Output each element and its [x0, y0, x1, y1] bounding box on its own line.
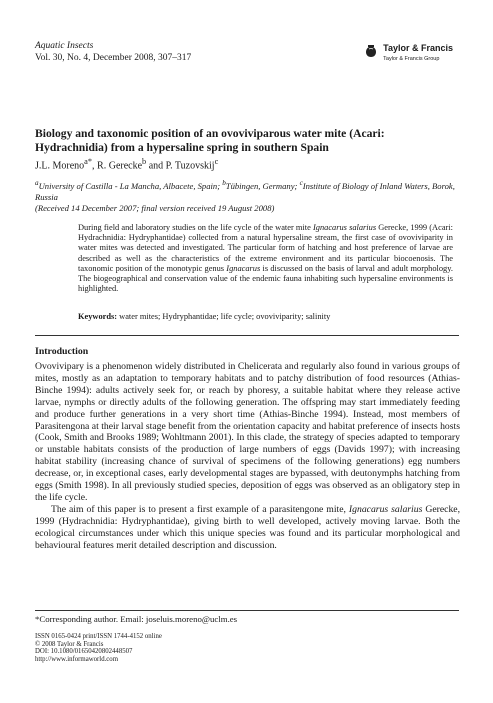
- abstract-text: is discussed on the basis of larval and adult morphology. The biogeographical and conservation value of the endemic fauna inhabiting such hypersaline environments is highlighted.: [78, 263, 453, 294]
- author-superscript: a*: [84, 157, 93, 166]
- author-list: [35, 156, 218, 172]
- publisher-group: Taylor & Francis Group: [383, 56, 440, 62]
- author-separator: ,: [92, 160, 98, 172]
- paragraph-text: Gerecke, 1999 (Hydrachnidia: Hydryphantidae), giving birth to well developed, actively moving larvae. Both the ecological circumstances under which this unique species was found and its particular morphological and behavioural features merit detailed description and discussion.: [35, 503, 461, 551]
- footnote-divider: [35, 610, 459, 611]
- journal-issue: Vol. 30, No. 4, December 2008, 307–317: [35, 53, 192, 63]
- publisher-logo: [363, 38, 453, 63]
- affiliations: [35, 178, 460, 203]
- taylor-francis-urn-icon: [363, 43, 379, 59]
- received-dates: (Received 14 December 2007; final version received 19 August 2008): [35, 203, 275, 213]
- paragraph-text: The aim of this paper is to present a first example of a parasitengone mite,: [51, 503, 349, 515]
- affiliation-marker: a: [35, 179, 39, 187]
- affiliation-marker: c: [299, 179, 303, 187]
- affiliation-text: Institute of Biology of Inland Waters, Borok, Russia: [35, 180, 455, 202]
- abstract-text: Gerecke, 1999 (Acari: Hydrachnidia: Hydryphantidae) collected from a natural hypersaline stream, the first case of ovoviviparity in water mites was detected and investigated. The particular form of hatching and host preference of larvae are described as well as the characteristics of the extreme environment and its particular biocoenosis. The taxonomic position of the monotypic genus: [78, 223, 453, 273]
- author-superscript: b: [142, 157, 147, 166]
- abstract-text: During field and laboratory studies on the life cycle of the water mite: [78, 223, 313, 232]
- issn: ISSN 0165-0424 print/ISSN 1744-4152 online: [35, 633, 162, 640]
- affiliation-text: Tübingen, Germany;: [225, 180, 300, 191]
- abstract: [78, 223, 453, 294]
- publisher-name: Taylor & Francis: [383, 43, 453, 53]
- keywords-list: water mites; Hydryphantidae; life cycle; ovoviviparity; salinity: [117, 312, 331, 321]
- introduction-body: [35, 361, 460, 552]
- paragraph: [35, 504, 460, 552]
- publication-metadata: [35, 633, 162, 663]
- abstract-species-name: Ignacarus salarius: [312, 223, 377, 232]
- author-name: R. Gerecke: [97, 160, 143, 172]
- divider: [35, 335, 459, 336]
- paragraph: Ovovivipary is a phenomenon widely distributed in Chelicerata and regularly also found in various groups of mites, mostly as an adaptation to temporary habitats and to patchy distribution of food resources (Athias-Binche 1994): adults actively seek for, or reach by phoresy, a suitable habitat where they release active larvae, nymphs or directly adults of the following generation. The offspring may start immediately feeding and produce further generations in a very short time (Athias-Binche 1994). Instead, most members of Parasitengona at their larval stage benefit from the orientation capacity and habitat preference of insects hosts (Cook, Smith and Brooks 1989; Wohltmann 2001). In this clade, the strategy of species adapted to temporary or unstable habitats consists of the production of large numbers of eggs (Davids 1997); with increasing habitat stability (increasing chance of survival of specimens of the following generations) egg numbers decrease, or, in exceptional cases, early developmental stages are bypassed, with deutonymphs hatching from eggs (Smith 1998). In all previously studied species, deposition of eggs was observed as an obligatory step in the life cycle.: [35, 361, 460, 503]
- corresponding-author-footnote: *Corresponding author. Email: joseluis.moreno@uclm.es: [35, 614, 238, 624]
- journal-header: [35, 40, 191, 64]
- author-name: P. Tuzovskij: [165, 160, 215, 172]
- abstract-genus-name: Ignacarus: [226, 263, 261, 273]
- publisher-url: http://www.informaworld.com: [35, 655, 118, 663]
- affiliation-text: University of Castilla - La Mancha, Albacete, Spain;: [38, 180, 223, 191]
- keywords-label: Keywords:: [78, 312, 118, 321]
- section-heading-introduction: Introduction: [35, 346, 89, 357]
- keywords: [78, 312, 458, 322]
- author-name: J.L. Moreno: [35, 160, 85, 172]
- species-name: Ignacarus salarius: [348, 503, 423, 515]
- journal-name: Aquatic Insects: [35, 41, 94, 51]
- doi: DOI: 10.1080/01650420802448507: [35, 648, 133, 656]
- author-separator: and: [146, 160, 166, 172]
- copyright: © 2008 Taylor & Francis: [35, 640, 104, 648]
- author-superscript: c: [214, 157, 219, 166]
- affiliation-marker: b: [222, 179, 226, 187]
- article-title: Biology and taxonomic position of an ovoviviparous water mite (Acari: Hydrachnidia) from a hypersaline spring in southern Spain: [35, 127, 385, 154]
